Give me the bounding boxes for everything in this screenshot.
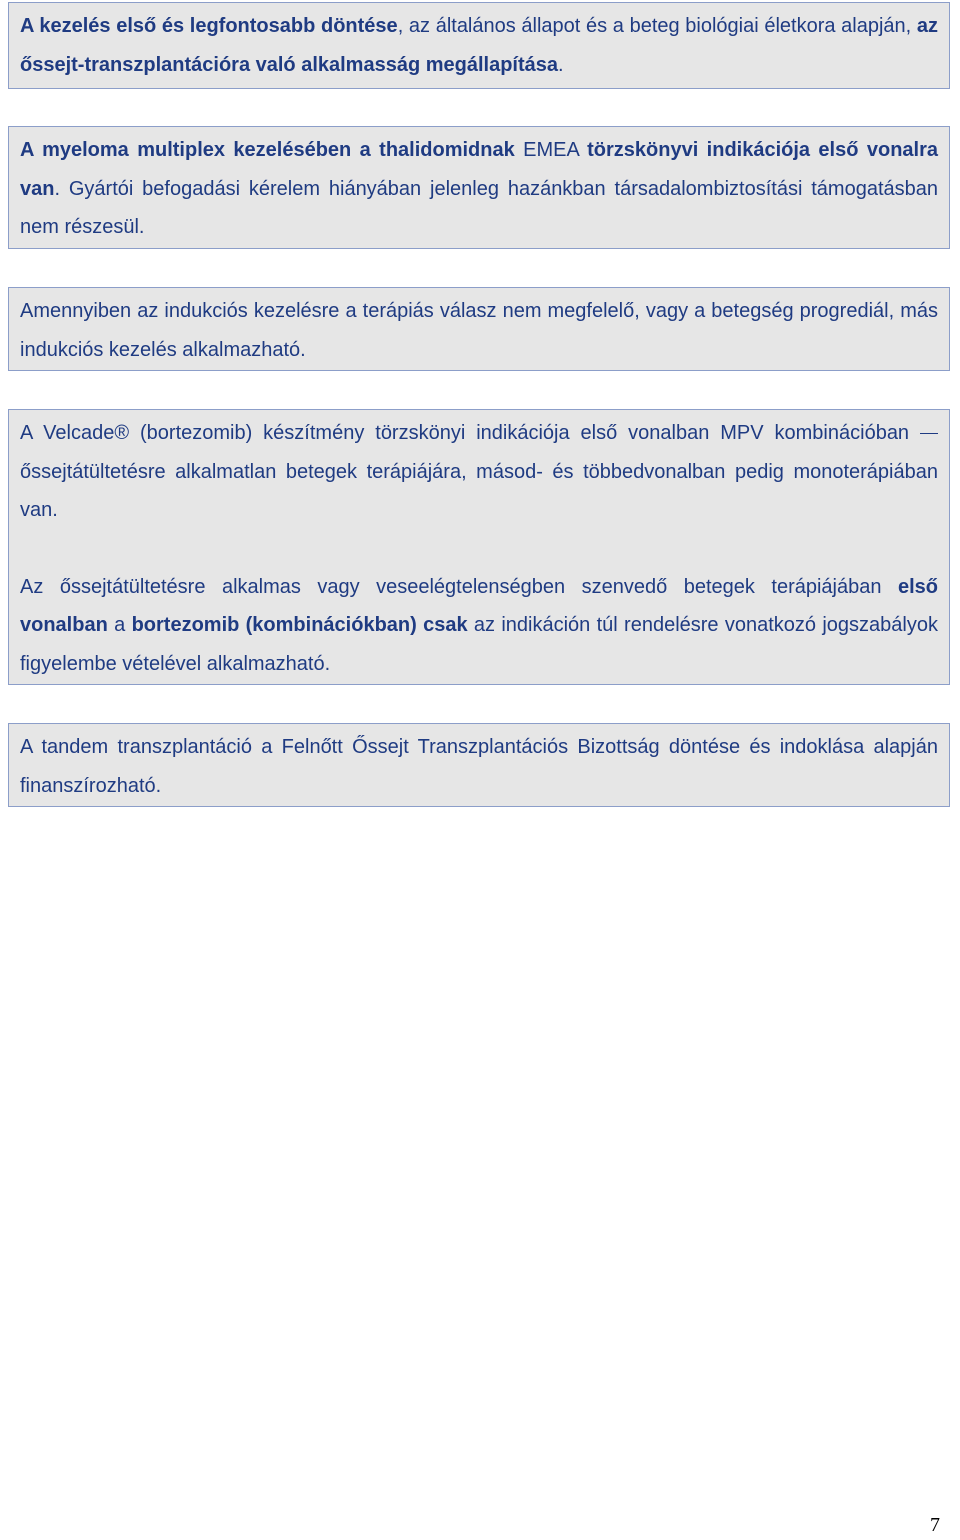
info-box-tandem	[8, 723, 950, 807]
box1-bold-2: az őssejt-transzplantációra való alkalmasság megállapítása	[20, 15, 938, 76]
box4-p1-text-a: A Velcade® (bortezomib) készítmény törzskönyi indikációja első vonalban MPV kombinációban	[20, 422, 910, 444]
box2-bold-1: A myeloma multiplex kezelésében a thalidomidnak	[20, 139, 515, 161]
box1-text-2: .	[558, 53, 564, 76]
box4-p2-bold-1: első vonalban	[20, 575, 938, 636]
box1-bold-1: A kezelés első és legfontosabb döntése	[20, 15, 398, 37]
box2-text-1: EMEA	[514, 139, 588, 161]
box2-bold-2: törzskönyvi indikációja első vonalra van	[20, 139, 938, 200]
page-number: 7	[930, 1514, 940, 1536]
info-box-suitability	[8, 2, 950, 89]
velcade-paragraph	[20, 414, 938, 530]
info-box-induction	[8, 287, 950, 371]
box3-text: Amennyiben az indukciós kezelésre a terápiás válasz nem megfelelő, vagy a betegség progrediál, más indukciós kezelés alkalmazható.	[20, 300, 938, 361]
box4-p2-bold-2: bortezomib (kombinációkban) csak	[131, 614, 468, 636]
box4-p1-text-b: őssejtátültetésre alkalmatlan betegek terápiájára, másod- és többedvonalban pedig monoterápiában van.	[20, 460, 938, 521]
transplant-eligible-paragraph	[20, 568, 938, 684]
box5-text: A tandem transzplantáció a Felnőtt Őssejt Transzplantációs Bizottság döntése és indoklása alapján finanszírozható.	[20, 736, 938, 797]
box4-p2-text-c: a	[107, 614, 132, 636]
box4-p2-text-a: Az őssejtátültetésre alkalmas vagy veseelégtelenségben szenvedő betegek terápiájában	[20, 575, 898, 598]
info-box-thalidomide	[8, 126, 950, 249]
dash-separator	[920, 433, 938, 434]
box4-p2-text-e: az indikáción túl rendelésre vonatkozó jogszabályok figyelembe vételével alkalmazható.	[20, 614, 938, 675]
box1-text-1: , az általános állapot és a beteg biológiai életkora alapján,	[397, 15, 917, 37]
box2-text-2: . Gyártói befogadási kérelem hiányában jelenleg hazánkban társadalombiztosítási támogatásban nem részesül.	[20, 177, 938, 238]
info-box-velcade	[8, 409, 950, 685]
